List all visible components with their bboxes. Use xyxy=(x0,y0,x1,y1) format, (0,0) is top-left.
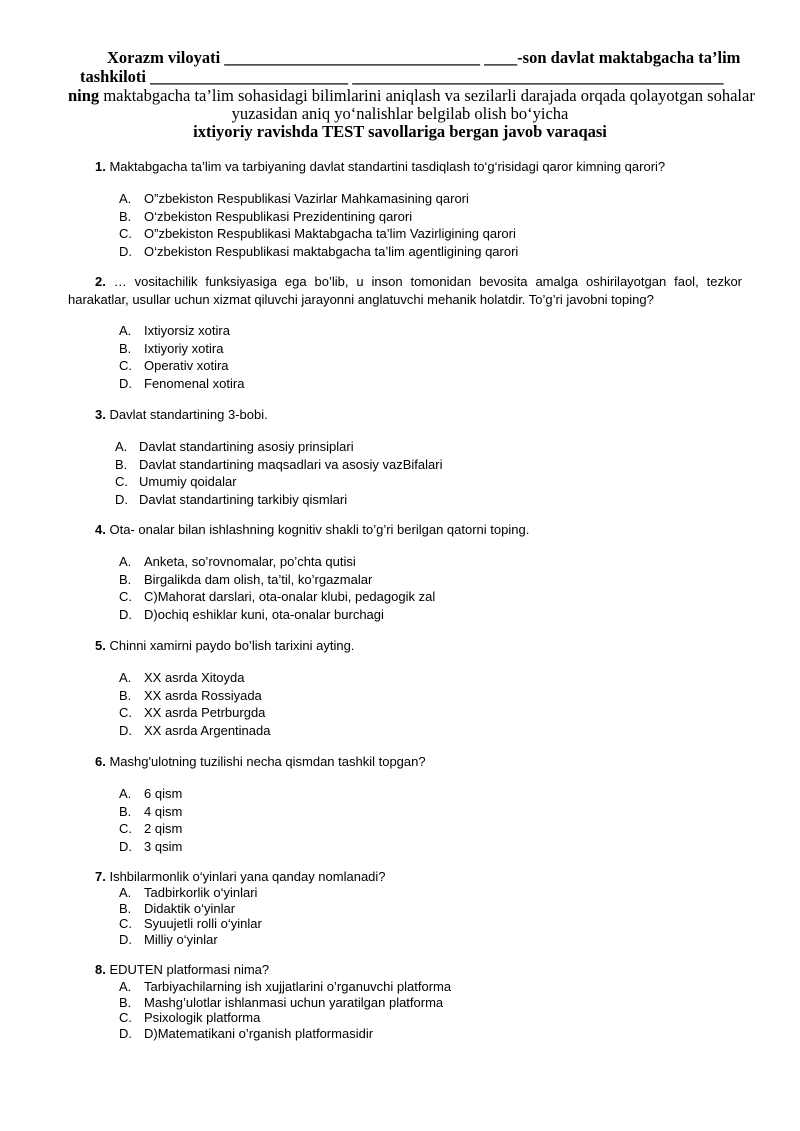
option-letter: B. xyxy=(119,687,132,703)
question-number: 4. xyxy=(95,522,106,537)
header-line-purpose xyxy=(68,86,755,106)
option-letter: D. xyxy=(119,931,132,947)
option-letter: C. xyxy=(119,1010,132,1026)
question-4 xyxy=(95,521,529,539)
option-text: XX asrda Petrburgda xyxy=(144,705,266,721)
question-text: Maktabgacha ta’lim va tarbiyaning davlat standartini tasdiqlash to‘g‘risidagi qaror kimning qarori? xyxy=(109,159,666,174)
question-text: Chinni xamirni paydo bo’lish tarixini ayting. xyxy=(109,638,355,653)
option-letter: A. xyxy=(119,191,132,206)
option-letter: A. xyxy=(119,786,132,801)
option-letter: D. xyxy=(119,606,132,622)
question-number: 6. xyxy=(95,754,106,769)
option-letter: C. xyxy=(119,705,132,721)
option-letter: D. xyxy=(119,375,132,391)
option-text: Mashg’ulotlar ishlanmasi uchun yaratilgan platforma xyxy=(144,994,444,1010)
option-letter: D. xyxy=(119,243,132,259)
header-purpose-text: maktabgacha ta’lim sohasidagi bilimlarini aniqlash va sezilarli darajada orqada qolayotgan sohalar xyxy=(99,86,755,105)
question-text: Ota- onalar bilan ishlashning kognitiv shakli to’g’ri berilgan qatorni toping. xyxy=(109,522,530,537)
header-line-org: Xorazm viloyati _______________________________ ____-son davlat maktabgacha ta’lim xyxy=(107,48,741,67)
header-line-org-name: tashkiloti ________________________ _____________________________________________ xyxy=(80,67,724,86)
option-text: Umumiy qoidalar xyxy=(139,474,237,490)
option-letter: A. xyxy=(119,885,132,900)
question-number: 2. xyxy=(95,274,106,289)
option-text: Operativ xotira xyxy=(144,358,229,374)
option-text: Didaktik o‘yinlar xyxy=(144,900,236,916)
option-letter: B. xyxy=(119,994,132,1010)
option-text: Davlat standartining maqsadlari va asosiy vazBifalari xyxy=(139,456,443,472)
option-text: XX asrda Xitoyda xyxy=(144,670,245,685)
option-letter: D. xyxy=(115,491,128,507)
option-text: Ixtiyoriy xotira xyxy=(144,340,224,356)
option-text: Birgalikda dam olish, ta’til, ko’rgazmalar xyxy=(144,571,373,587)
option-text: Fenomenal xotira xyxy=(144,375,245,391)
question-number: 5. xyxy=(95,638,106,653)
question-text: Mashg'ulotning tuzilishi necha qismdan tashkil topgan? xyxy=(109,754,426,769)
option-letter: A. xyxy=(119,554,132,569)
header-line-direction: yuzasidan aniq yo‘nalishlar belgilab olish bo‘yicha xyxy=(231,104,569,123)
option-text: Davlat standartining asosiy prinsiplari xyxy=(139,439,354,454)
option-letter: A. xyxy=(115,439,128,454)
option-text: O”zbekiston Respublikasi Maktabgacha ta’lim Vazirligining qarori xyxy=(144,226,516,242)
option-text: Syuujetli rolli o‘yinlar xyxy=(144,916,262,932)
question-text: … vositachilik funksiyasiga ega bo’lib, u inson tomonidan bevosita amalga oshirilayotgan faol, tezkor harakatlar, usullar uchun xizmat qiluvchi jarayonni anglatuvchi mehanik holatdir. To’g’ri javobni toping? xyxy=(68,274,742,307)
option-letter: B. xyxy=(119,900,132,916)
question-1 xyxy=(95,158,665,176)
question-5 xyxy=(95,637,354,655)
option-letter: C. xyxy=(119,821,132,837)
question-text: Davlat standartining 3-bobi. xyxy=(109,407,268,422)
question-number: 7. xyxy=(95,869,106,884)
option-text: O‘zbekiston Respublikasi Prezidentining qarori xyxy=(144,208,413,224)
page-title: ixtiyoriy ravishda TEST savollariga bergan javob varaqasi xyxy=(193,122,607,141)
option-text: 3 qsim xyxy=(144,838,183,854)
question-6 xyxy=(95,753,426,771)
question-text: Ishbilarmonlik o‘yinlari yana qanday nomlanadi? xyxy=(109,869,386,884)
option-text: Tarbiyachilarning ish xujjatlarini o’rganuvchi platforma xyxy=(144,979,452,994)
option-text: XX asrda Rossiyada xyxy=(144,687,262,703)
question-7 xyxy=(95,868,386,886)
option-text: 2 qism xyxy=(144,821,183,837)
option-letter: B. xyxy=(119,571,132,587)
option-letter: C. xyxy=(119,226,132,242)
question-2 xyxy=(68,273,742,309)
option-letter: A. xyxy=(119,323,132,338)
option-text: C)Mahorat darslari, ota-onalar klubi, pedagogik zal xyxy=(144,589,436,605)
question-text: EDUTEN platformasi nima? xyxy=(109,962,270,977)
option-text: Tadbirkorlik o‘yinlari xyxy=(144,885,258,900)
option-text: XX asrda Argentinada xyxy=(144,722,271,738)
option-letter: B. xyxy=(119,803,132,819)
option-text: Anketa, so’rovnomalar, po’chta qutisi xyxy=(144,554,356,569)
question-3 xyxy=(95,406,268,424)
option-text: O”zbekiston Respublikasi Vazirlar Mahkamasining qarori xyxy=(144,191,469,206)
option-text: 6 qism xyxy=(144,786,183,801)
option-letter: C. xyxy=(119,916,132,932)
option-text: D)Matematikani o’rganish platformasidir xyxy=(144,1025,374,1041)
option-text: Psixologik platforma xyxy=(144,1010,261,1026)
question-number: 1. xyxy=(95,159,106,174)
question-number: 8. xyxy=(95,962,106,977)
header-ning: ning xyxy=(68,86,100,105)
option-text: 4 qism xyxy=(144,803,183,819)
question-number: 3. xyxy=(95,407,106,422)
option-text: Milliy o‘yinlar xyxy=(144,931,218,947)
option-letter: B. xyxy=(119,340,132,356)
option-text: D)ochiq eshiklar kuni, ota-onalar burchagi xyxy=(144,606,384,622)
option-letter: A. xyxy=(119,979,132,994)
option-text: O‘zbekiston Respublikasi maktabgacha ta’lim agentligining qarori xyxy=(144,243,519,259)
question-8 xyxy=(95,961,269,979)
option-text: Ixtiyorsiz xotira xyxy=(144,323,230,338)
option-letter: B. xyxy=(119,208,132,224)
option-letter: A. xyxy=(119,670,132,685)
option-letter: D. xyxy=(119,722,132,738)
option-letter: D. xyxy=(119,1025,132,1041)
option-letter: C. xyxy=(119,358,132,374)
option-letter: C. xyxy=(115,474,128,490)
option-letter: C. xyxy=(119,589,132,605)
option-letter: D. xyxy=(119,838,132,854)
option-text: Davlat standartining tarkibiy qismlari xyxy=(139,491,348,507)
option-letter: B. xyxy=(115,456,128,472)
